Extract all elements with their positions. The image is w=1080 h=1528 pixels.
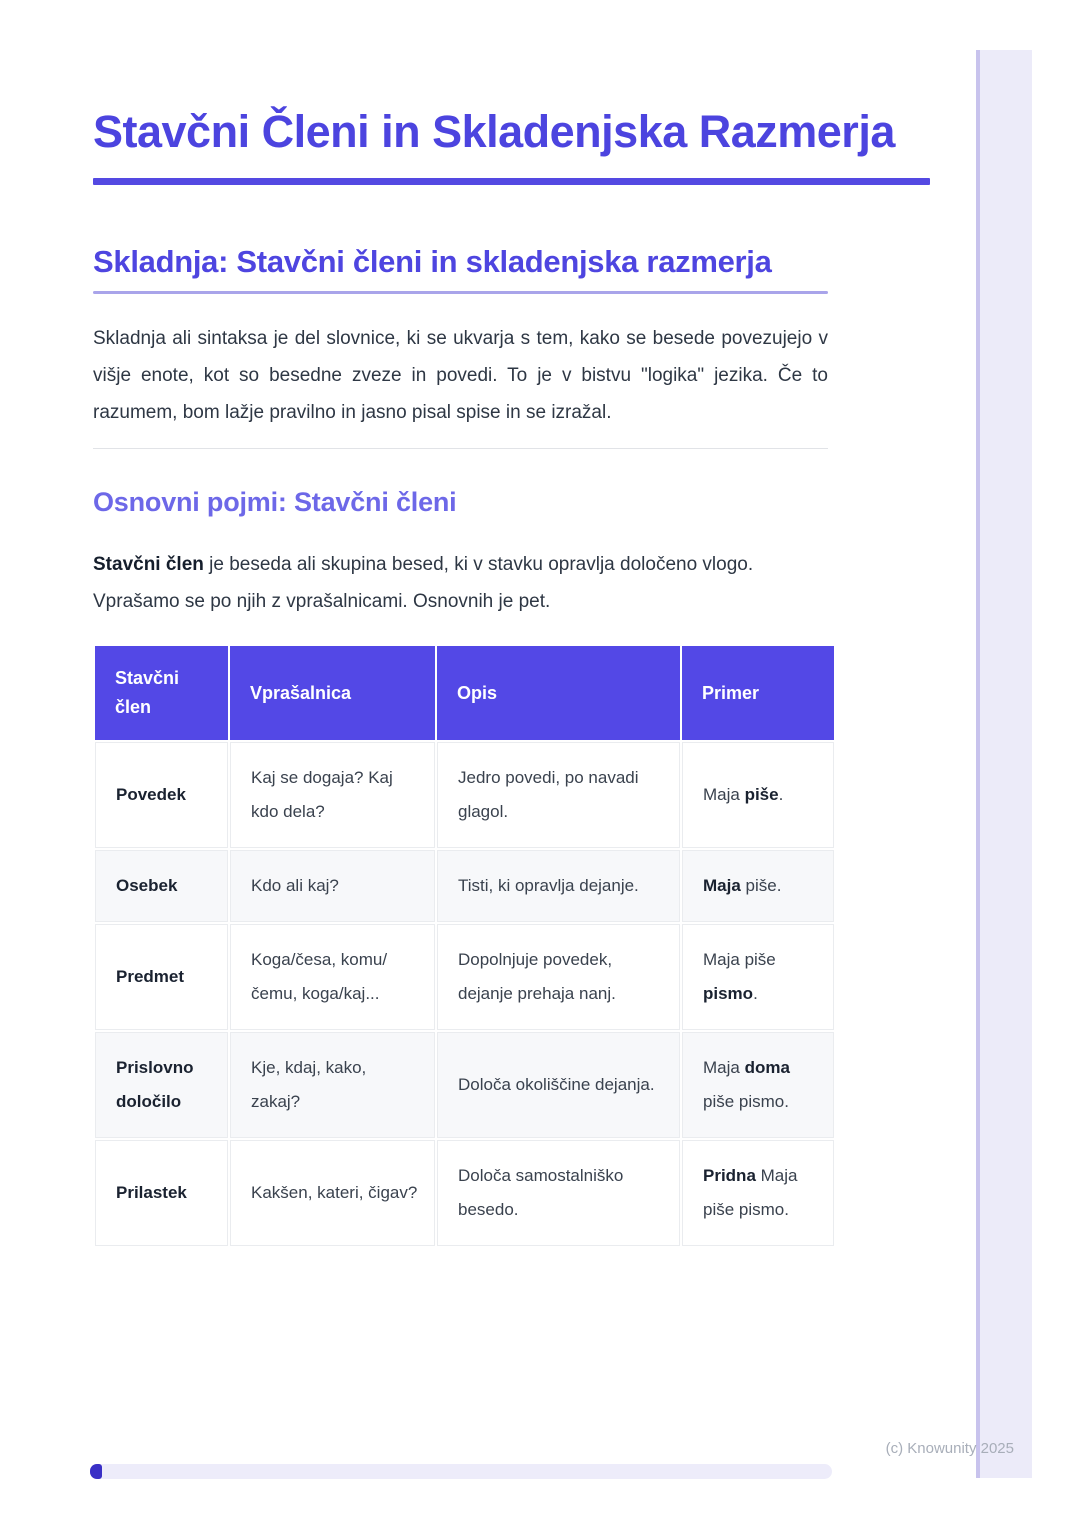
cell-primer: Maja piše. xyxy=(682,850,834,922)
progress-thumb xyxy=(90,1464,102,1479)
table-row xyxy=(95,742,834,848)
header-vprasalnica: Vprašalnica xyxy=(230,646,435,740)
document-content xyxy=(93,0,895,1248)
cell-opis: Dopolnjuje povedek, dejanje prehaja nanj. xyxy=(437,924,680,1030)
section-heading: Skladnja: Stavčni členi in skladenjska razmerja xyxy=(93,244,772,279)
cell-opis: Določa samostalniško besedo. xyxy=(437,1140,680,1246)
page-edge-strip xyxy=(976,50,1032,1478)
cell-vprasalnica: Kakšen, kateri, čigav? xyxy=(230,1140,435,1246)
cell-clen: Povedek xyxy=(95,742,228,848)
page-title: Stavčni Členi in Skladenjska Razmerja xyxy=(93,106,895,157)
cell-opis: Tisti, ki opravlja dejanje. xyxy=(437,850,680,922)
header-primer: Primer xyxy=(682,646,834,740)
cell-vprasalnica: Koga/česa, komu/čemu, koga/kaj... xyxy=(230,924,435,1030)
cell-vprasalnica: Kaj se dogaja? Kaj kdo dela? xyxy=(230,742,435,848)
cell-primer: Maja doma piše pismo. xyxy=(682,1032,834,1138)
table-header-row xyxy=(95,646,834,740)
section-heading-underline xyxy=(93,291,828,294)
cell-opis: Jedro povedi, po navadi glagol. xyxy=(437,742,680,848)
cell-primer: Maja piše. xyxy=(682,742,834,848)
definition-paragraph: Stavčni člen je beseda ali skupina besed, ki v stavku opravlja določeno vlogo. Vprašamo se po njih z vprašalnicami. Osnovnih je pet. xyxy=(93,554,754,612)
cell-clen: Prislovno določilo xyxy=(95,1032,228,1138)
cell-clen: Osebek xyxy=(95,850,228,922)
table-row xyxy=(95,850,834,922)
cell-clen: Prilastek xyxy=(95,1140,228,1246)
table-row xyxy=(95,1032,834,1138)
title-rule-divider xyxy=(93,178,930,185)
cell-primer: Pridna Maja piše pismo. xyxy=(682,1140,834,1246)
cell-clen: Predmet xyxy=(95,924,228,1030)
cell-vprasalnica: Kdo ali kaj? xyxy=(230,850,435,922)
cell-primer: Maja piše pismo. xyxy=(682,924,834,1030)
header-opis: Opis xyxy=(437,646,680,740)
table-row xyxy=(95,1140,834,1246)
copyright-note: (c) Knowunity 2025 xyxy=(885,1440,1014,1457)
intro-paragraph: Skladnja ali sintaksa je del slovnice, ki se ukvarja s tem, kako se besede povezujejo v višje enote, kot so besedne zveze in povedi. To je v bistvu "logika" jezika. Če to razumem, bom lažje pravilno in jasno pisal spise in se izražal. xyxy=(93,328,828,423)
subsection-heading: Osnovni pojmi: Stavčni členi xyxy=(93,487,457,517)
cell-opis: Določa okoliščine dejanja. xyxy=(437,1032,680,1138)
section-divider xyxy=(93,448,828,449)
sentence-members-table xyxy=(93,644,836,1248)
table-row xyxy=(95,924,834,1030)
progress-bar xyxy=(90,1464,832,1479)
header-stavcni-clen: Stavčni člen xyxy=(95,646,228,740)
cell-vprasalnica: Kje, kdaj, kako, zakaj? xyxy=(230,1032,435,1138)
